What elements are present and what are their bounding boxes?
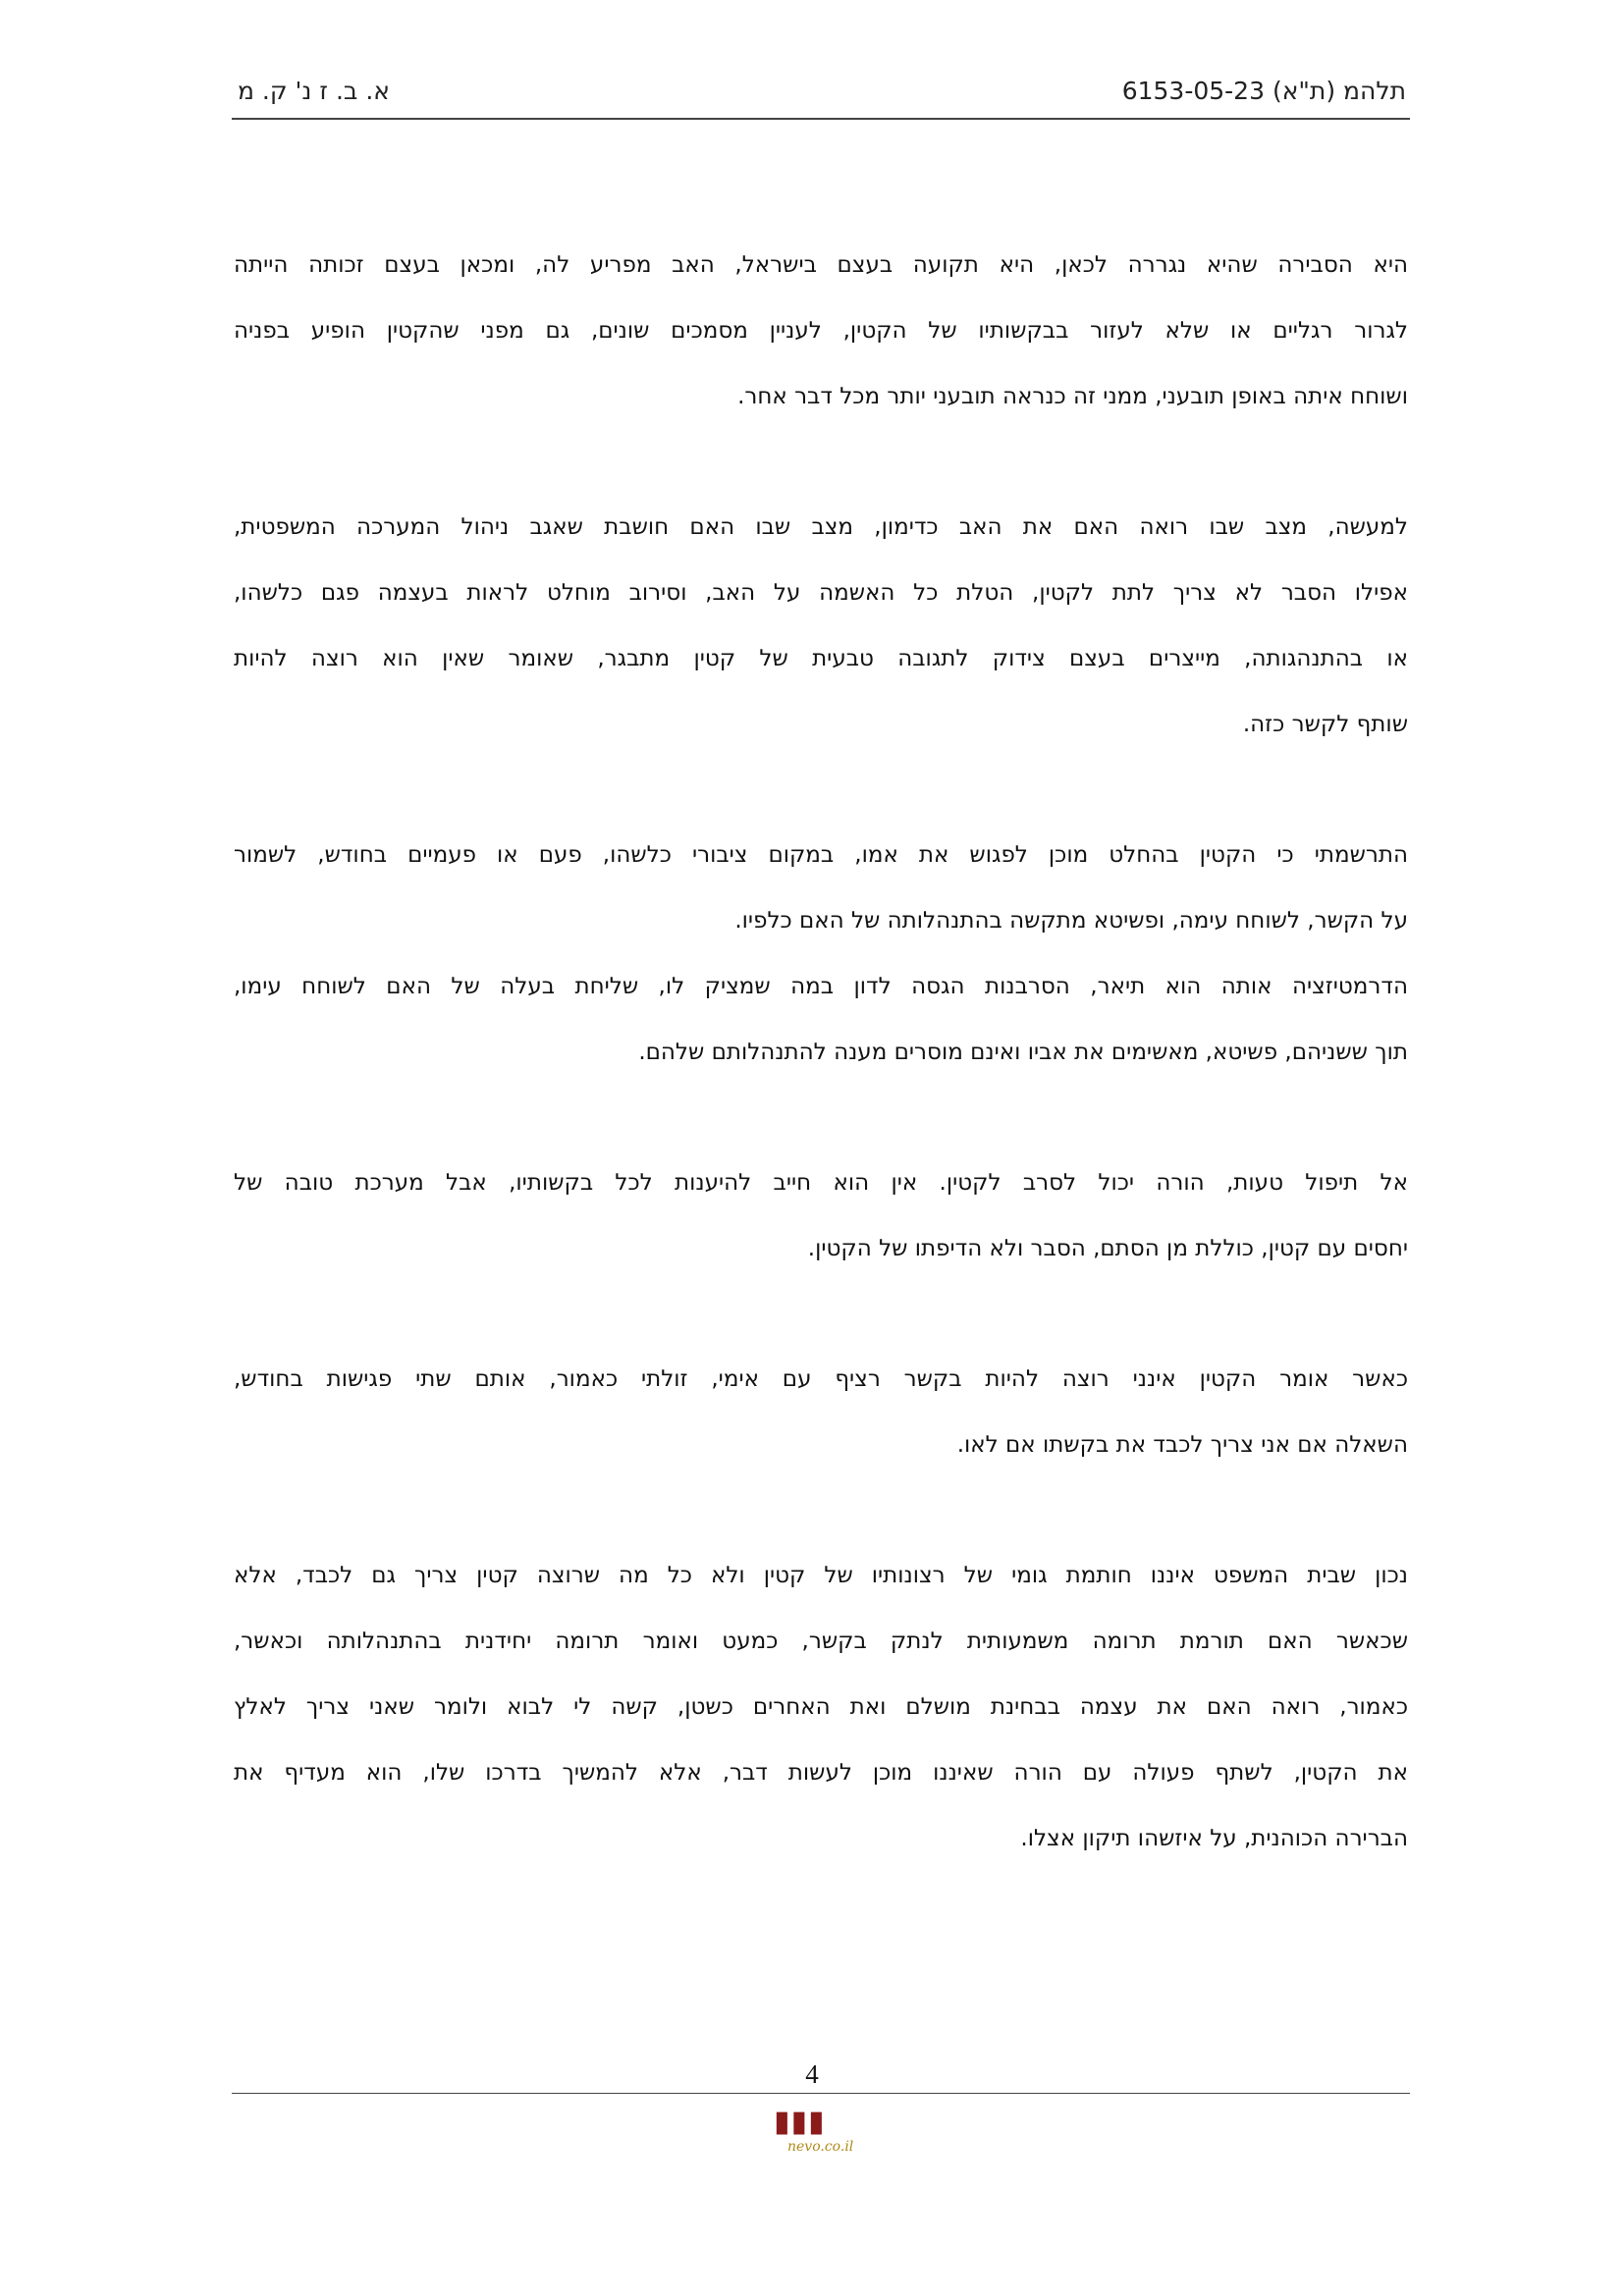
text-line: או בהתנהגותה, מייצרים בעצם צידוק לתגובה טבעית של קטין מתבגר, שאומר שאין הוא רוצה להיות bbox=[234, 646, 1408, 671]
logo-mark: ▮▮▮ bbox=[774, 2105, 826, 2139]
text-line: הדרמטיזציה אותה הוא תיאר, הסרבנות הגסה לדון במה שמציק לו, שליחת בעלה של האם לשוחח עימו, bbox=[234, 974, 1408, 999]
text-line: יחסים עם קטין, כוללת מן הסתם, הסבר ולא הדיפתו של הקטין. bbox=[807, 1236, 1408, 1261]
header-divider bbox=[232, 118, 1410, 120]
text-line: על הקשר, לשוחח עימה, ופשיטא מתקשה בהתנהלותה של האם כלפיו. bbox=[734, 908, 1408, 934]
nevo-logo bbox=[774, 2107, 901, 2156]
text-line: שותף לקשר כזה. bbox=[1242, 712, 1408, 737]
paragraph bbox=[234, 245, 1408, 443]
case-number: תלהמ (ת"א) 6153-05-23 bbox=[1121, 77, 1406, 105]
text-line: את הקטין, לשתף פעולה עם הורה שאיננו מוכן לעשות דבר, אלא להמשיך בדרכו שלו, הוא מעדיף את bbox=[234, 1760, 1408, 1786]
text-line: השאלה אם אני צריך לכבד את בקשתו אם לאו. bbox=[956, 1432, 1408, 1458]
page-number: 4 bbox=[805, 2059, 819, 2089]
footer-divider bbox=[232, 2093, 1410, 2094]
text-line: אל תיפול טעות, הורה יכול לסרב לקטין. אין הוא חייב להיענות לכל בקשותיו, אבל מערכת טובה של bbox=[234, 1170, 1408, 1196]
case-parties: א. ב. ז נ' ק. מ bbox=[238, 77, 390, 105]
text-line: התרשמתי כי הקטין בהחלט מוכן לפגוש את אמו, במקום ציבורי כלשהו, פעם או פעמיים בחודש, לשמור bbox=[234, 842, 1408, 868]
text-line: כאשר אומר הקטין אינני רוצה להיות בקשר רציף עם אימי, זולתי כאמור, אותם שתי פגישות בחודש, bbox=[234, 1366, 1408, 1392]
text-line: תוך ששניהם, פשיטא, מאשימים את אביו ואינם מוסרים מענה להתנהלותם שלהם. bbox=[638, 1040, 1408, 1065]
paragraph bbox=[234, 507, 1408, 771]
text-line: היא הסבירה שהיא נגררה לכאן, היא תקועה בעצם בישראל, האב מפריע לה, ומכאן בעצם זכותה הייתה bbox=[234, 252, 1408, 278]
paragraph bbox=[234, 1360, 1408, 1491]
text-line: נכון שבית המשפט איננו חותמת גומי של רצונותיו של קטין ולא כל מה שרוצה קטין צריך גם לכבד, אלא bbox=[234, 1563, 1408, 1588]
text-line: כאמור, רואה האם את עצמה בבחינת מושלם ואת האחרים כשטן, קשה לי לבוא ולומר שאני צריך לאלץ bbox=[234, 1694, 1408, 1720]
text-line: ושוחח איתה באופן תובעני, ממני זה כנראה תובעני יותר מכל דבר אחר. bbox=[737, 384, 1408, 409]
text-line: הברירה הכוהנית, על איזשהו תיקון אצלו. bbox=[1020, 1826, 1408, 1851]
document-body bbox=[234, 245, 1408, 1949]
text-line: אפילו הסבר לא צריך לתת לקטין, הטלת כל האשמה על האב, וסירוב מוחלט לראות בעצמה פגם כלשהו, bbox=[234, 580, 1408, 606]
paragraph bbox=[234, 1556, 1408, 1885]
text-line: לגרור רגליים או שלא לעזור בבקשותיו של הקטין, לעניין מסמכים שונים, גם מפני שהקטין הופיע בפניה bbox=[234, 318, 1408, 344]
text-line: למעשה, מצב שבו רואה האם את האב כדימון, מצב שבו האם חושבת שאגב ניהול המערכה המשפטית, bbox=[234, 514, 1408, 540]
logo-text: nevo.co.il bbox=[787, 2139, 854, 2155]
text-line: שכאשר האם תורמת תרומה משמעותית לנתק בקשר, כמעט ואומר תרומה יחידנית בהתנהלותה וכאשר, bbox=[234, 1629, 1408, 1654]
paragraph bbox=[234, 835, 1408, 1098]
paragraph bbox=[234, 1163, 1408, 1295]
